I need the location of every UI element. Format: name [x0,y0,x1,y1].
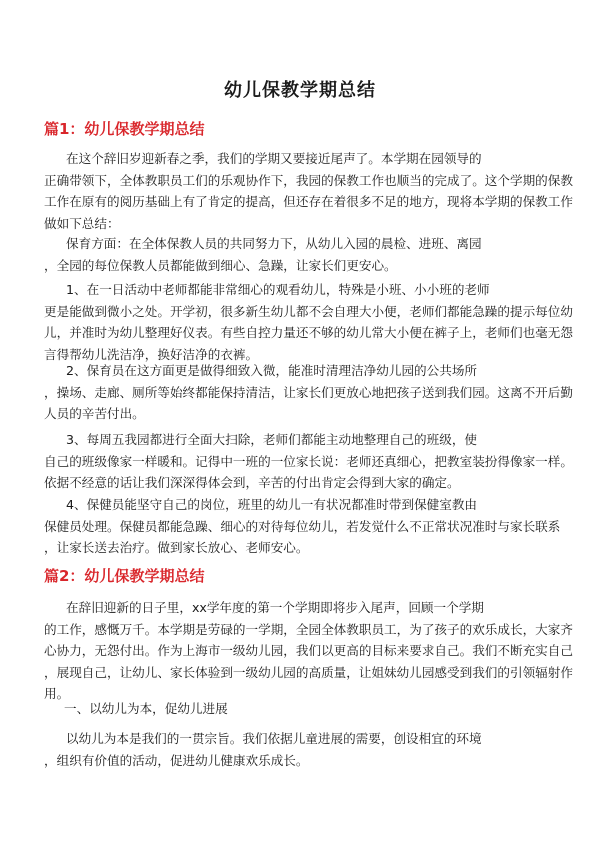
section-1-paragraph-5 [44,429,574,494]
text-line: 用。 [44,686,70,701]
section-1-paragraph-2 [44,233,574,276]
text-line: 更是能做到微小之处。开学初，很多新生幼儿都不会自理大小便，老师们都能急躁的提示每位幼 [44,303,573,319]
text-line: 在辞旧迎新的日子里，xx学年度的第一个学期即将步入尾声，回顾一个学期 [66,600,484,615]
text-line: 保育方面：在全体保教人员的共同努力下，从幼儿入园的晨检、进班、离园 [66,236,482,251]
text-line: 3、每周五我园都进行全面大扫除，老师们都能主动地整理自己的班级，使 [66,432,478,447]
section-1-paragraph-3 [44,279,574,365]
section-1-heading: 篇1：幼儿保教学期总结 [44,120,205,138]
text-line: 依据不经意的话让我们深深得体会到，辛苦的付出肯定会得到大家的确定。 [44,475,460,490]
section-1-paragraph-6 [44,494,574,559]
text-line: 做如下总结： [44,215,120,231]
text-line: 言得帮幼儿洗洁净，换好洁净的衣裤。 [44,346,259,362]
text-line: 自己的班级像家一样暖和。记得中一班的一位家长说：老师还真细心，把教室装扮得像家一样。 [44,453,573,469]
text-line: 以幼儿为本是我们的一贯宗旨。我们依据儿童进展的需要，创设相宜的环境 [66,731,482,746]
text-line: 在这个辞旧岁迎新春之季，我们的学期又要接近尾声了。本学期在园领导的 [66,151,482,166]
text-line: 人员的辛苦付出。 [44,406,145,421]
text-line: 正确带领下，全体教职员工们的乐观协作下，我园的保教工作也顺当的完成了。这个学期的保教 [44,172,573,188]
text-line: 工作在原有的阅历基础上有了肯定的提高，但还存在着很多不足的地方，现将本学期的保教工作 [44,194,573,209]
text-line: ，组织有价值的活动，促进幼儿健康欢乐成长。 [44,752,309,768]
text-line: 保健员处理。保健员都能急躁、细心的对待每位幼儿，若发觉什么不正常状况准时与家长联系 [44,518,561,534]
text-line: 心协力，无怨付出。作为上海市一级幼儿园，我们以更高的目标来要求自己。我们不断充实自己 [44,643,573,658]
text-line: 儿，并准时为幼儿整理好仪表。有些自控力量还不够的幼儿常大小便在裤子上，老师们也毫无怨 [44,325,573,340]
text-line: ，操场、走廊、厕所等始终都能保持清洁，让家长们更放心地把孩子送到我们园。这离不开后勤 [44,384,573,400]
section-1-paragraph-4 [44,360,574,425]
text-line: ，展现自己，让幼儿、家长体验到一级幼儿园的高质量，让姐妹幼儿园感受到我们的引领辐射作 [44,664,573,680]
text-line: 4、保健员能坚守自己的岗位，班里的幼儿一有状况都准时带到保健室教由 [66,497,478,512]
text-line: 2、保育员在这方面更是做得细致入微，能准时清理洁净幼儿园的公共场所 [66,363,478,378]
document-title: 幼儿保教学期总结 [224,80,376,101]
section-2-paragraph-1 [44,597,574,705]
section-2-paragraph-3 [44,728,574,771]
section-2-paragraph-2 [44,698,574,720]
section-1-paragraph-1 [44,148,574,234]
text-line: 的工作，感慨万千。本学期是劳碌的一学期，全园全体教职员工，为了孩子的欢乐成长，大家齐 [44,621,573,637]
text-line: ，全园的每位保教人员都能做到细心、急躁，让家长们更安心。 [44,257,397,273]
text-line: 一、以幼儿为本，促幼儿进展 [64,701,228,716]
section-2-heading: 篇2：幼儿保教学期总结 [44,567,205,585]
text-line: 1、在一日活动中老师都能非常细心的观看幼儿，特殊是小班、小小班的老师 [66,282,490,297]
text-line: ，让家长送去治疗。做到家长放心、老师安心。 [44,540,309,555]
